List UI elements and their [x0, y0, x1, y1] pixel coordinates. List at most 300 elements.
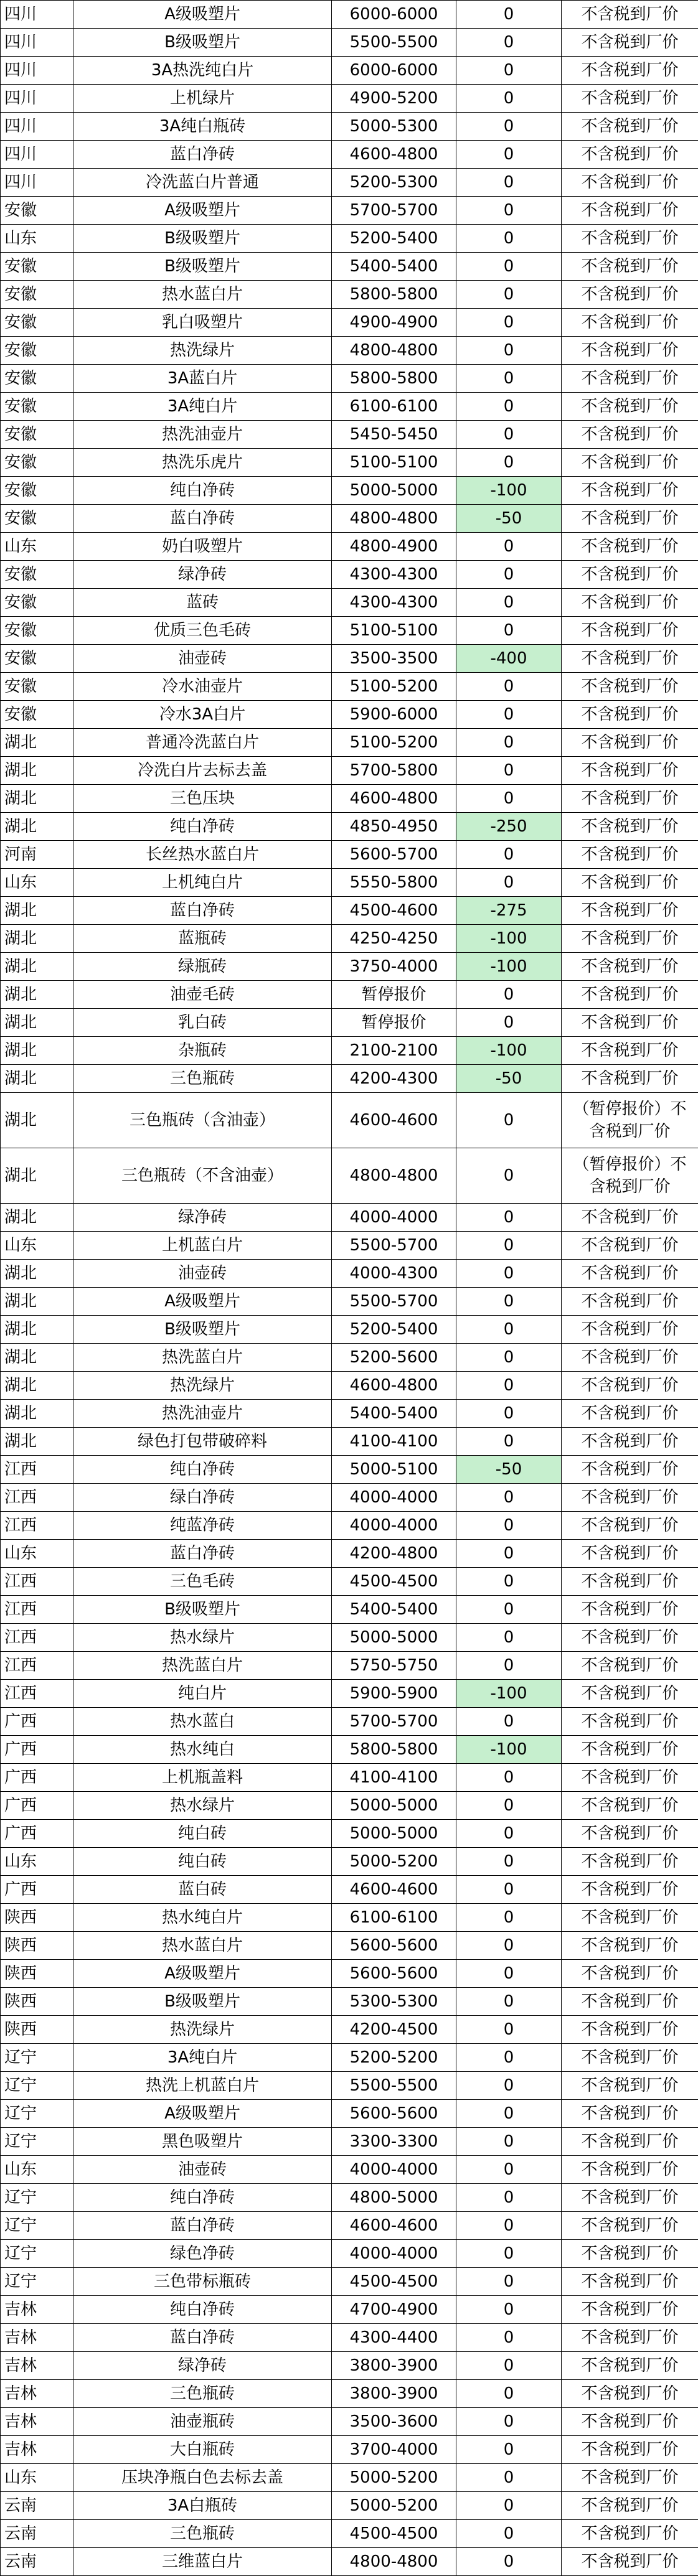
table-row: [1, 1792, 698, 1820]
table-row: [1, 2268, 698, 2296]
price-range-cell: 4800-4800: [332, 1148, 456, 1204]
product-cell: A级吸塑片: [73, 1960, 332, 1988]
table-row: [1, 1065, 698, 1093]
product-cell: 3A纯白片: [73, 2044, 332, 2072]
price-range-cell: 4600-4600: [332, 2212, 456, 2240]
price-change-cell: 0: [456, 561, 562, 589]
table-row: [1, 1988, 698, 2016]
price-range-cell: 4000-4300: [332, 1260, 456, 1288]
price-range-cell: 4500-4500: [332, 2520, 456, 2548]
price-change-cell: 0: [456, 1, 562, 29]
product-cell: 绿瓶砖: [73, 953, 332, 981]
price-change-cell: 0: [456, 1932, 562, 1960]
price-note-cell: 不含税到厂价: [562, 1, 698, 29]
price-note-cell: 不含税到厂价: [562, 1904, 698, 1932]
price-change-cell: 0: [456, 1232, 562, 1260]
table-row: [1, 1932, 698, 1960]
table-row: [1, 1428, 698, 1456]
product-cell: 蓝白净砖: [73, 897, 332, 925]
product-cell: 热水绿片: [73, 1624, 332, 1652]
region-cell: 广西: [1, 1764, 73, 1792]
product-cell: 纯蓝净砖: [73, 1512, 332, 1540]
table-row: [1, 2184, 698, 2212]
product-cell: 绿净砖: [73, 2352, 332, 2380]
table-row: [1, 2156, 698, 2184]
price-note-cell: 不含税到厂价: [562, 2128, 698, 2156]
price-note-cell: 不含税到厂价: [562, 1568, 698, 1596]
table-row: [1, 365, 698, 393]
price-note-cell: 不含税到厂价: [562, 1932, 698, 1960]
table-row: [1, 1652, 698, 1680]
table-row: [1, 645, 698, 673]
region-cell: 安徽: [1, 645, 73, 673]
product-cell: 纯白净砖: [73, 2184, 332, 2212]
price-note-cell: 不含税到厂价: [562, 2408, 698, 2436]
product-cell: 纯白片: [73, 1680, 332, 1708]
region-cell: 湖北: [1, 1316, 73, 1344]
price-change-cell: 0: [456, 2520, 562, 2548]
price-range-cell: 5000-5000: [332, 1624, 456, 1652]
price-change-cell: 0: [456, 729, 562, 757]
price-change-cell: 0: [456, 2240, 562, 2268]
table-row: [1, 2380, 698, 2408]
price-change-cell: 0: [456, 2352, 562, 2380]
price-change-cell: 0: [456, 57, 562, 85]
product-cell: 蓝白净砖: [73, 505, 332, 533]
price-change-cell: 0: [456, 197, 562, 225]
price-note-cell: 不含税到厂价: [562, 2352, 698, 2380]
product-cell: 冷洗蓝白片普通: [73, 169, 332, 197]
price-change-cell: 0: [456, 421, 562, 449]
price-change-cell: 0: [456, 2324, 562, 2352]
table-row: [1, 841, 698, 869]
price-note-cell: 不含税到厂价: [562, 2436, 698, 2464]
price-range-cell: 6100-6100: [332, 393, 456, 421]
price-range-cell: 4100-4100: [332, 1428, 456, 1456]
price-change-cell: -100: [456, 953, 562, 981]
price-note-cell: 不含税到厂价: [562, 1960, 698, 1988]
price-range-cell: 5700-5800: [332, 757, 456, 785]
region-cell: 广西: [1, 1708, 73, 1736]
region-cell: 安徽: [1, 505, 73, 533]
product-cell: A级吸塑片: [73, 1, 332, 29]
region-cell: 湖北: [1, 1372, 73, 1400]
price-range-cell: 6100-6100: [332, 1904, 456, 1932]
product-cell: 热水蓝白片: [73, 1932, 332, 1960]
table-row: [1, 729, 698, 757]
price-range-cell: 5000-5200: [332, 2492, 456, 2520]
price-note-cell: 不含税到厂价: [562, 477, 698, 505]
table-row: [1, 2128, 698, 2156]
price-note-cell: 不含税到厂价: [562, 673, 698, 701]
region-cell: 湖北: [1, 953, 73, 981]
table-row: [1, 1372, 698, 1400]
product-cell: 上机瓶盖料: [73, 1764, 332, 1792]
price-range-cell: 5200-5400: [332, 1316, 456, 1344]
region-cell: 江西: [1, 1512, 73, 1540]
product-cell: 上机绿片: [73, 85, 332, 113]
price-note-cell: 不含税到厂价: [562, 2044, 698, 2072]
table-row: [1, 1624, 698, 1652]
region-cell: 安徽: [1, 617, 73, 645]
product-cell: 蓝砖: [73, 589, 332, 617]
price-note-cell: 不含税到厂价: [562, 309, 698, 337]
price-range-cell: 5300-5300: [332, 1988, 456, 2016]
table-row: [1, 1037, 698, 1065]
product-cell: 3A纯白瓶砖: [73, 113, 332, 141]
region-cell: 安徽: [1, 393, 73, 421]
price-change-cell: 0: [456, 981, 562, 1009]
price-note-cell: 不含税到厂价: [562, 841, 698, 869]
price-change-cell: 0: [456, 2408, 562, 2436]
price-change-cell: 0: [456, 2380, 562, 2408]
region-cell: 辽宁: [1, 2184, 73, 2212]
price-change-cell: 0: [456, 589, 562, 617]
price-change-cell: 0: [456, 365, 562, 393]
price-change-cell: 0: [456, 253, 562, 281]
table-row: [1, 785, 698, 813]
price-note-cell: 不含税到厂价: [562, 2184, 698, 2212]
price-change-cell: -100: [456, 925, 562, 953]
price-change-cell: 0: [456, 2100, 562, 2128]
table-row: [1, 2100, 698, 2128]
table-row: [1, 673, 698, 701]
region-cell: 四川: [1, 1, 73, 29]
product-cell: A级吸塑片: [73, 197, 332, 225]
price-range-cell: 5400-5400: [332, 253, 456, 281]
price-range-cell: 5700-5700: [332, 197, 456, 225]
price-range-cell: 6000-6000: [332, 57, 456, 85]
price-range-cell: 4500-4500: [332, 2268, 456, 2296]
price-range-cell: 5200-5600: [332, 1344, 456, 1372]
product-cell: B级吸塑片: [73, 29, 332, 57]
price-change-cell: 0: [456, 29, 562, 57]
price-range-cell: 5800-5800: [332, 365, 456, 393]
price-range-cell: 5500-5700: [332, 1232, 456, 1260]
table-row: [1, 505, 698, 533]
region-cell: 湖北: [1, 1093, 73, 1148]
table-row: [1, 2436, 698, 2464]
region-cell: 广西: [1, 1820, 73, 1848]
table-row: [1, 1820, 698, 1848]
price-note-cell: 不含税到厂价: [562, 1876, 698, 1904]
price-note-cell: 不含税到厂价: [562, 1484, 698, 1512]
table-row: [1, 1093, 698, 1148]
price-range-cell: 4200-4300: [332, 1065, 456, 1093]
product-cell: 上机纯白片: [73, 869, 332, 897]
region-cell: 安徽: [1, 197, 73, 225]
product-cell: 三色瓶砖（不含油壶）: [73, 1148, 332, 1204]
price-note-cell: 不含税到厂价: [562, 1820, 698, 1848]
price-change-cell: 0: [456, 113, 562, 141]
table-row: [1, 1, 698, 29]
price-change-cell: -50: [456, 1065, 562, 1093]
price-note-cell: 不含税到厂价: [562, 29, 698, 57]
product-cell: 三色带标瓶砖: [73, 2268, 332, 2296]
price-range-cell: 2100-2100: [332, 1037, 456, 1065]
price-note-cell: 不含税到厂价: [562, 953, 698, 981]
price-range-cell: 5000-5000: [332, 477, 456, 505]
region-cell: 湖北: [1, 1344, 73, 1372]
price-change-cell: 0: [456, 2436, 562, 2464]
price-range-cell: 5000-5100: [332, 1456, 456, 1484]
price-range-cell: 4700-4900: [332, 2296, 456, 2324]
price-range-cell: 5600-5600: [332, 2100, 456, 2128]
product-cell: 油壶砖: [73, 645, 332, 673]
price-note-cell: 不含税到厂价: [562, 1009, 698, 1037]
price-change-cell: 0: [456, 1848, 562, 1876]
product-cell: 三色瓶砖: [73, 1065, 332, 1093]
price-change-cell: 0: [456, 1904, 562, 1932]
product-cell: 黑色吸塑片: [73, 2128, 332, 2156]
table-row: [1, 1764, 698, 1792]
price-change-cell: 0: [456, 1568, 562, 1596]
price-range-cell: 4200-4800: [332, 1540, 456, 1568]
price-note-cell: 不含税到厂价: [562, 1372, 698, 1400]
product-cell: 油壶砖: [73, 1260, 332, 1288]
region-cell: 江西: [1, 1596, 73, 1624]
region-cell: 四川: [1, 141, 73, 169]
product-cell: A级吸塑片: [73, 1288, 332, 1316]
table-row: [1, 2296, 698, 2324]
table-row: [1, 85, 698, 113]
price-range-cell: 5200-5300: [332, 169, 456, 197]
table-row: [1, 309, 698, 337]
price-change-cell: 0: [456, 1316, 562, 1344]
product-cell: B级吸塑片: [73, 1596, 332, 1624]
table-row: [1, 1260, 698, 1288]
region-cell: 辽宁: [1, 2268, 73, 2296]
table-row: [1, 2408, 698, 2436]
price-range-cell: 6000-6000: [332, 1, 456, 29]
product-cell: B级吸塑片: [73, 1988, 332, 2016]
region-cell: 湖北: [1, 1428, 73, 1456]
region-cell: 湖北: [1, 1009, 73, 1037]
price-note-cell: 不含税到厂价: [562, 981, 698, 1009]
price-note-cell: 不含税到厂价: [562, 869, 698, 897]
product-cell: 纯白砖: [73, 1820, 332, 1848]
product-cell: 热洗绿片: [73, 1372, 332, 1400]
price-note-cell: 不含税到厂价: [562, 2240, 698, 2268]
region-cell: 广西: [1, 1736, 73, 1764]
product-cell: 热洗绿片: [73, 2016, 332, 2044]
price-range-cell: 4900-4900: [332, 309, 456, 337]
product-cell: 油壶瓶砖: [73, 2408, 332, 2436]
price-range-cell: 4900-5200: [332, 85, 456, 113]
price-range-cell: 4600-4600: [332, 1093, 456, 1148]
price-range-cell: 5500-5700: [332, 1288, 456, 1316]
product-cell: 蓝白净砖: [73, 2324, 332, 2352]
price-range-cell: 4300-4300: [332, 589, 456, 617]
product-cell: 油壶毛砖: [73, 981, 332, 1009]
region-cell: 湖北: [1, 785, 73, 813]
price-range-cell: 4600-4800: [332, 1372, 456, 1400]
product-cell: 绿色打包带破碎料: [73, 1428, 332, 1456]
product-cell: 3A蓝白片: [73, 365, 332, 393]
region-cell: 江西: [1, 1624, 73, 1652]
product-cell: 乳白砖: [73, 1009, 332, 1037]
region-cell: 云南: [1, 2548, 73, 2576]
price-range-cell: 4000-4000: [332, 1484, 456, 1512]
region-cell: 湖北: [1, 1204, 73, 1232]
price-change-cell: 0: [456, 2072, 562, 2100]
price-range-cell: 3500-3600: [332, 2408, 456, 2436]
price-note-cell: 不含税到厂价: [562, 197, 698, 225]
price-change-cell: 0: [456, 1288, 562, 1316]
region-cell: 江西: [1, 1568, 73, 1596]
region-cell: 江西: [1, 1484, 73, 1512]
price-change-cell: 0: [456, 1540, 562, 1568]
price-note-cell: 不含税到厂价: [562, 1596, 698, 1624]
region-cell: 湖北: [1, 1037, 73, 1065]
table-row: [1, 225, 698, 253]
table-row: [1, 449, 698, 477]
price-note-cell: 不含税到厂价: [562, 2324, 698, 2352]
product-cell: 乳白吸塑片: [73, 309, 332, 337]
region-cell: 安徽: [1, 477, 73, 505]
price-table-body: [1, 1, 698, 2576]
price-note-cell: （暂停报价）不含税到厂价: [562, 1148, 698, 1204]
price-change-cell: 0: [456, 2128, 562, 2156]
price-range-cell: 5900-6000: [332, 701, 456, 729]
price-range-cell: 5100-5100: [332, 449, 456, 477]
price-change-cell: 0: [456, 673, 562, 701]
price-change-cell: 0: [456, 1988, 562, 2016]
table-row: [1, 1456, 698, 1484]
price-change-cell: 0: [456, 1876, 562, 1904]
price-note-cell: 不含税到厂价: [562, 2464, 698, 2492]
price-change-cell: 0: [456, 785, 562, 813]
price-range-cell: 5600-5700: [332, 841, 456, 869]
region-cell: 辽宁: [1, 2212, 73, 2240]
price-change-cell: 0: [456, 1093, 562, 1148]
price-change-cell: 0: [456, 1484, 562, 1512]
price-note-cell: 不含税到厂价: [562, 1316, 698, 1344]
region-cell: 湖北: [1, 925, 73, 953]
price-note-cell: 不含税到厂价: [562, 589, 698, 617]
table-row: [1, 2212, 698, 2240]
table-row: [1, 561, 698, 589]
price-change-cell: -50: [456, 505, 562, 533]
product-cell: 优质三色毛砖: [73, 617, 332, 645]
price-note-cell: 不含税到厂价: [562, 253, 698, 281]
product-cell: 热洗蓝白片: [73, 1344, 332, 1372]
region-cell: 安徽: [1, 701, 73, 729]
region-cell: 云南: [1, 2492, 73, 2520]
table-row: [1, 1540, 698, 1568]
table-row: [1, 2044, 698, 2072]
price-change-cell: 0: [456, 1820, 562, 1848]
table-row: [1, 421, 698, 449]
price-range-cell: 5100-5200: [332, 729, 456, 757]
table-row: [1, 617, 698, 645]
table-row: [1, 1568, 698, 1596]
region-cell: 山东: [1, 225, 73, 253]
region-cell: 安徽: [1, 309, 73, 337]
price-range-cell: 3800-3900: [332, 2380, 456, 2408]
price-range-cell: 5400-5400: [332, 1596, 456, 1624]
table-row: [1, 197, 698, 225]
price-change-cell: 0: [456, 533, 562, 561]
table-row: [1, 2352, 698, 2380]
region-cell: 安徽: [1, 365, 73, 393]
region-cell: 湖北: [1, 1065, 73, 1093]
region-cell: 云南: [1, 2520, 73, 2548]
price-note-cell: 不含税到厂价: [562, 1988, 698, 2016]
price-note-cell: 不含税到厂价: [562, 169, 698, 197]
price-change-cell: 0: [456, 2016, 562, 2044]
price-change-cell: 0: [456, 169, 562, 197]
price-note-cell: 不含税到厂价: [562, 1037, 698, 1065]
region-cell: 四川: [1, 85, 73, 113]
price-note-cell: 不含税到厂价: [562, 2492, 698, 2520]
product-cell: 长丝热水蓝白片: [73, 841, 332, 869]
table-row: [1, 2016, 698, 2044]
price-note-cell: （暂停报价）不含税到厂价: [562, 1093, 698, 1148]
price-range-cell: 暂停报价: [332, 1009, 456, 1037]
price-note-cell: 不含税到厂价: [562, 1624, 698, 1652]
price-change-cell: -400: [456, 645, 562, 673]
price-note-cell: 不含税到厂价: [562, 2212, 698, 2240]
region-cell: 江西: [1, 1456, 73, 1484]
product-cell: 纯白净砖: [73, 813, 332, 841]
price-note-cell: 不含税到厂价: [562, 2380, 698, 2408]
price-change-cell: 0: [456, 2548, 562, 2576]
price-range-cell: 5450-5450: [332, 421, 456, 449]
price-range-cell: 5200-5400: [332, 225, 456, 253]
table-row: [1, 337, 698, 365]
product-cell: 三维蓝白片: [73, 2548, 332, 2576]
region-cell: 湖北: [1, 1260, 73, 1288]
table-row: [1, 981, 698, 1009]
table-row: [1, 477, 698, 505]
product-cell: 三色压块: [73, 785, 332, 813]
price-note-cell: 不含税到厂价: [562, 561, 698, 589]
price-range-cell: 4800-4900: [332, 533, 456, 561]
price-change-cell: 0: [456, 1624, 562, 1652]
price-note-cell: 不含税到厂价: [562, 1652, 698, 1680]
region-cell: 广西: [1, 1876, 73, 1904]
price-range-cell: 4600-4800: [332, 141, 456, 169]
price-range-cell: 4500-4500: [332, 1568, 456, 1596]
product-cell: 热洗油壶片: [73, 421, 332, 449]
price-range-cell: 4200-4500: [332, 2016, 456, 2044]
table-row: [1, 2072, 698, 2100]
region-cell: 安徽: [1, 337, 73, 365]
table-row: [1, 281, 698, 309]
product-cell: 冷水3A白片: [73, 701, 332, 729]
region-cell: 辽宁: [1, 2100, 73, 2128]
table-row: [1, 29, 698, 57]
product-cell: 热洗乐虎片: [73, 449, 332, 477]
region-cell: 山东: [1, 533, 73, 561]
price-note-cell: 不含税到厂价: [562, 701, 698, 729]
region-cell: 山东: [1, 869, 73, 897]
region-cell: 四川: [1, 113, 73, 141]
price-range-cell: 3800-3900: [332, 2352, 456, 2380]
product-cell: 奶白吸塑片: [73, 533, 332, 561]
price-note-cell: 不含税到厂价: [562, 393, 698, 421]
region-cell: 湖北: [1, 813, 73, 841]
region-cell: 陕西: [1, 1988, 73, 2016]
region-cell: 湖北: [1, 897, 73, 925]
region-cell: 安徽: [1, 673, 73, 701]
price-change-cell: 0: [456, 2268, 562, 2296]
price-note-cell: 不含税到厂价: [562, 645, 698, 673]
table-row: [1, 1904, 698, 1932]
table-row: [1, 1400, 698, 1428]
region-cell: 安徽: [1, 421, 73, 449]
